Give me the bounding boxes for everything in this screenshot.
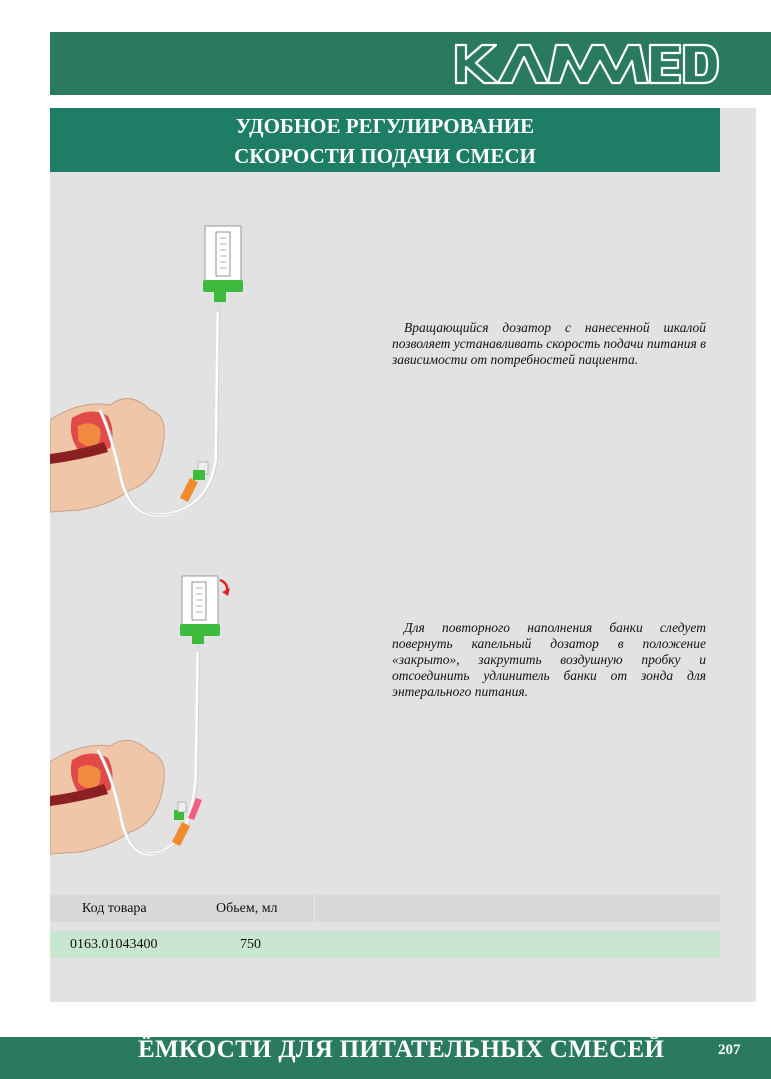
page-number: 207 (718, 1042, 741, 1058)
cell-product-code: 0163.01043400 (70, 937, 158, 952)
footer-title: ЁМКОСТИ ДЛЯ ПИТАТЕЛЬНЫХ СМЕСЕЙ (138, 1036, 665, 1063)
section-title-line1: УДОБНОЕ РЕГУЛИРОВАНИЕ (235, 114, 535, 138)
header-divider (314, 895, 315, 922)
section-title (50, 108, 720, 172)
description-refill: Для повторного наполнения банки следует повернуть капельный дозатор в положение «закрыто», закрутить воздушную пробку и отсоединить удлинитель банки от зонда для энтерального питания. (392, 620, 706, 699)
table-header (50, 895, 720, 922)
header-product-code: Код товара (82, 901, 147, 916)
kammed-logo (452, 41, 722, 87)
section-title-line2: СКОРОСТИ ПОДАЧИ СМЕСИ (234, 144, 536, 168)
table-row (50, 931, 720, 958)
description-dosing: Вращающийся дозатор с нанесенной шкалой позволяет устанавливать скорость подачи питания в зависимости от потребностей пациента. (392, 320, 706, 367)
feeding-bottle-illustration-open (50, 220, 250, 520)
feeding-bottle-illustration-closed (50, 570, 250, 870)
cell-volume: 750 (240, 937, 261, 952)
header-volume: Обьем, мл (216, 901, 278, 916)
